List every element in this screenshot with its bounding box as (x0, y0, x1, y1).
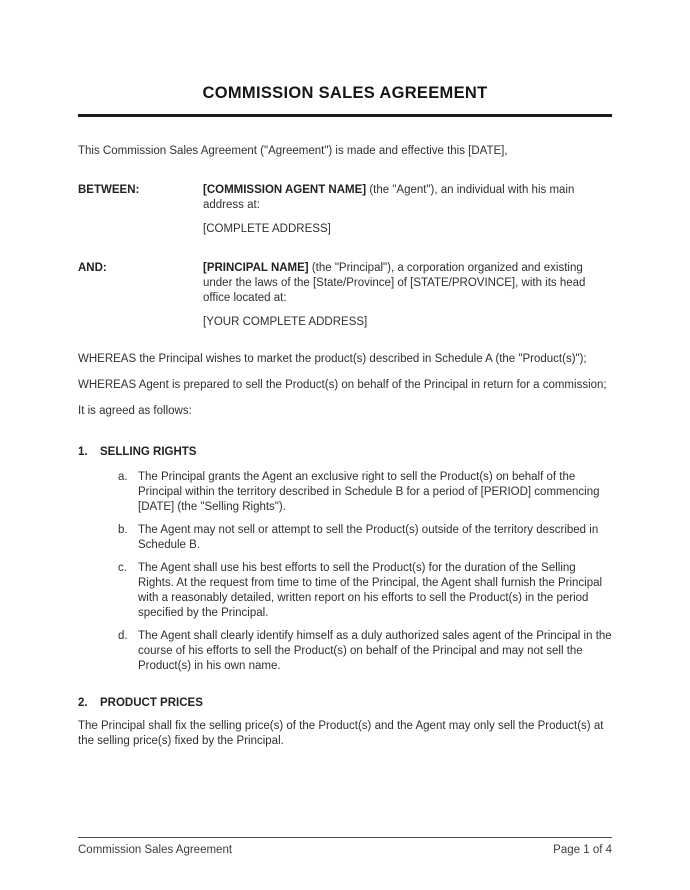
item-a-text: The Principal grants the Agent an exclusive right to sell the Product(s) on behalf of the Principal within the territory described in Schedule B for a period of [PERIOD] commencing [DATE] (the "Selling Rights"). (138, 471, 600, 513)
list-item-a (78, 470, 612, 515)
party-and-text (203, 261, 612, 306)
party-between-row (78, 183, 612, 237)
party-between-text (203, 183, 612, 213)
footer-page-number: Page 1 of 4 (553, 844, 612, 856)
item-a-letter: a. (118, 471, 128, 483)
section-1-number: 1. (78, 446, 88, 458)
agent-name-placeholder: [COMMISSION AGENT NAME] (203, 184, 367, 196)
item-b-letter: b. (118, 524, 128, 536)
item-d-text: The Agent shall clearly identify himself as a duly authorized sales agent of the Principal in the course of his efforts to sell the Product(s) on behalf of the Principal and may not sell the Product(s) in his own name. (138, 630, 612, 672)
party-between-rest: (the "Agent"), an individual with his main address at: (203, 184, 575, 211)
item-d-letter: d. (118, 630, 128, 642)
whereas-clause-2: WHEREAS Agent is prepared to sell the Product(s) on behalf of the Principal in return for a commission; (78, 379, 607, 391)
party-between-description (203, 183, 612, 237)
list-item-c (78, 561, 612, 621)
agreed-clause: It is agreed as follows: (78, 405, 192, 417)
page-footer (78, 837, 612, 857)
principal-address-placeholder: [YOUR COMPLETE ADDRESS] (203, 316, 368, 328)
section-1-title: SELLING RIGHTS (100, 446, 197, 458)
principal-name-placeholder: [PRINCIPAL NAME] (203, 262, 309, 274)
document-title: COMMISSION SALES AGREEMENT (202, 84, 488, 102)
party-and-label: AND: (78, 262, 107, 274)
party-between-label: BETWEEN: (78, 184, 140, 196)
list-item-b (78, 523, 612, 553)
party-and-rest: (the "Principal"), a corporation organized and existing under the laws of the [State/Province] of [STATE/PROVINCE], with its head office located at: (203, 262, 586, 304)
section-1-heading (78, 445, 612, 460)
item-c-text: The Agent shall use his best efforts to sell the Product(s) for the duration of the Selling Rights. At the request from time to time of the Principal, the Agent shall furnish the Principal with a reasonably detailed, written report on his efforts to sell the Product(s) in the period specified by the Principal. (138, 562, 603, 619)
item-c-letter: c. (118, 562, 127, 574)
footer-document-name: Commission Sales Agreement (78, 844, 233, 856)
section-2-title: PRODUCT PRICES (100, 697, 203, 709)
list-item-d (78, 629, 612, 674)
title-rule (78, 114, 612, 117)
section-2-heading (78, 696, 612, 711)
party-and-description (203, 261, 612, 330)
item-b-text: The Agent may not sell or attempt to sell the Product(s) outside of the territory described in Schedule B. (138, 524, 599, 551)
whereas-clause-1: WHEREAS the Principal wishes to market the product(s) described in Schedule A (the "Product(s)"); (78, 353, 587, 365)
section-2-number: 2. (78, 697, 88, 709)
intro-paragraph: This Commission Sales Agreement ("Agreement") is made and effective this [DATE], (78, 145, 508, 157)
party-and-row (78, 261, 612, 330)
agent-address-placeholder: [COMPLETE ADDRESS] (203, 223, 331, 235)
section-2-paragraph: The Principal shall fix the selling price(s) of the Product(s) and the Agent may only sell the Product(s) at the selling price(s) fixed by the Principal. (78, 720, 604, 747)
